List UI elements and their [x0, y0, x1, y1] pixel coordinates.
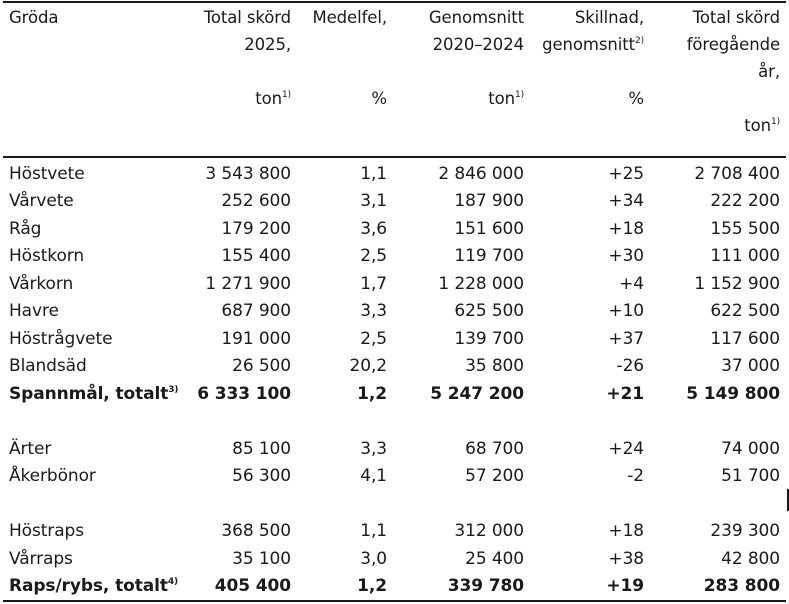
header-medelfel-line1: Medelfel,	[312, 8, 387, 27]
cell-crop	[9, 463, 96, 490]
unit-text: ton	[255, 89, 282, 108]
cell-previous-year: 117 600	[710, 329, 780, 349]
footnote-ref: 1)	[514, 90, 524, 100]
cell-crop	[9, 271, 73, 298]
header-difference	[542, 4, 644, 108]
cell-medelfel: 3,6	[360, 219, 387, 239]
footnote-ref: 3)	[168, 385, 179, 395]
cell-average: 5 247 200	[430, 384, 524, 404]
cell-previous-year: 74 000	[721, 439, 780, 459]
cell-total-2025: 26 500	[232, 356, 291, 376]
cell-total-2025: 3 543 800	[205, 164, 291, 184]
header-difference-unit	[628, 85, 644, 112]
cell-previous-year: 51 700	[721, 466, 780, 486]
cell-crop-text: Spannmål, totalt	[9, 384, 169, 404]
cell-total-2025: 191 000	[221, 329, 291, 349]
header-medelfel-unit	[371, 85, 387, 112]
cell-medelfel: 1,1	[360, 521, 387, 541]
table-top-rule	[3, 1, 786, 3]
cell-previous-year: 622 500	[710, 301, 780, 321]
cell-medelfel: 3,3	[360, 301, 387, 321]
cell-medelfel: 1,7	[360, 274, 387, 294]
table-total-row	[0, 573, 789, 600]
table-row	[0, 271, 789, 298]
cell-average: 1 228 000	[438, 274, 524, 294]
cell-difference: +34	[608, 191, 644, 211]
table-row	[0, 353, 789, 380]
table-row	[0, 216, 789, 243]
cell-average: 2 846 000	[438, 164, 524, 184]
table-bottom-rule	[3, 600, 786, 602]
cell-crop	[9, 326, 112, 353]
cell-crop-text: Höstraps	[9, 521, 84, 541]
header-average-unit	[488, 85, 524, 112]
cell-medelfel: 2,5	[360, 246, 387, 266]
cell-average: 151 600	[454, 219, 524, 239]
cell-previous-year: 239 300	[710, 521, 780, 541]
table-row	[0, 546, 789, 573]
cell-previous-year: 155 500	[710, 219, 780, 239]
cell-average: 35 800	[465, 356, 524, 376]
cell-crop	[9, 216, 41, 243]
header-previous-year-line1: Total skörd	[692, 8, 780, 27]
table-row	[0, 326, 789, 353]
header-previous-year	[686, 4, 780, 135]
header-previous-year-unit	[744, 112, 780, 139]
cell-crop	[9, 243, 84, 270]
table-row	[0, 188, 789, 215]
cell-total-2025: 85 100	[232, 439, 291, 459]
cell-crop-text: Råg	[9, 219, 42, 239]
cell-medelfel: 4,1	[360, 466, 387, 486]
cell-crop	[9, 298, 59, 325]
header-average-line1: Genomsnitt	[428, 8, 524, 27]
cell-difference: +24	[608, 439, 644, 459]
footnote-ref: 4)	[167, 577, 179, 587]
table-row	[0, 463, 789, 490]
cell-total-2025: 35 100	[232, 549, 291, 569]
cell-crop-text: Höstrågvete	[9, 329, 113, 349]
cell-crop	[9, 546, 73, 573]
header-average	[428, 4, 524, 108]
header-difference-line2-text: genomsnitt	[542, 35, 635, 54]
cell-crop	[9, 436, 51, 463]
cell-previous-year: 283 800	[703, 576, 780, 596]
footnote-ref: 1)	[770, 117, 780, 127]
cell-medelfel: 1,2	[357, 576, 387, 596]
table-row	[0, 436, 789, 463]
cell-crop-text: Höstkorn	[9, 246, 85, 266]
cell-total-2025: 1 271 900	[205, 274, 291, 294]
cell-medelfel: 1,1	[360, 164, 387, 184]
cell-difference: +38	[608, 549, 644, 569]
cell-medelfel: 3,0	[360, 549, 387, 569]
cell-difference: +37	[608, 329, 644, 349]
cell-crop-text: Havre	[9, 301, 59, 321]
cell-medelfel: 3,3	[360, 439, 387, 459]
cell-previous-year: 2 708 400	[694, 164, 780, 184]
cell-difference: +25	[608, 164, 644, 184]
cell-crop-text: Blandsäd	[9, 356, 87, 376]
cell-previous-year: 37 000	[721, 356, 780, 376]
cell-difference: -26	[616, 356, 644, 376]
table-row	[0, 298, 789, 325]
cell-crop	[9, 188, 74, 215]
table-total-row	[0, 381, 789, 408]
unit-text: %	[628, 89, 644, 108]
cell-average: 57 200	[465, 466, 524, 486]
cell-medelfel: 1,2	[357, 384, 387, 404]
cell-previous-year: 42 800	[721, 549, 780, 569]
header-previous-year-line2: föregående	[686, 35, 780, 54]
cell-average: 119 700	[454, 246, 524, 266]
cell-crop-text: Vårkorn	[9, 274, 74, 294]
cell-total-2025: 56 300	[232, 466, 291, 486]
unit-text: ton	[744, 116, 771, 135]
cell-difference: +10	[608, 301, 644, 321]
cell-total-2025: 179 200	[221, 219, 291, 239]
cell-total-2025: 405 400	[214, 576, 291, 596]
table-row	[0, 518, 789, 545]
header-total-2025-line1: Total skörd	[203, 8, 291, 27]
cell-medelfel: 20,2	[349, 356, 387, 376]
cell-crop-text: Åkerbönor	[9, 466, 96, 486]
cell-average: 25 400	[465, 549, 524, 569]
cell-total-2025: 687 900	[221, 301, 291, 321]
cell-total-2025: 155 400	[221, 246, 291, 266]
header-difference-line2	[542, 31, 644, 58]
cell-crop-text: Raps/rybs, totalt	[9, 576, 168, 596]
cell-average: 68 700	[465, 439, 524, 459]
cell-crop	[9, 381, 178, 408]
header-medelfel	[312, 4, 388, 108]
cell-average: 339 780	[447, 576, 524, 596]
cell-difference: +18	[608, 219, 644, 239]
cell-previous-year: 222 200	[710, 191, 780, 211]
cell-total-2025: 6 333 100	[197, 384, 291, 404]
cell-crop	[9, 518, 84, 545]
header-difference-line1: Skillnad,	[574, 8, 644, 27]
cell-previous-year: 1 152 900	[694, 274, 780, 294]
header-crop	[9, 4, 58, 31]
header-previous-year-line3: år,	[758, 62, 780, 81]
cell-previous-year: 111 000	[710, 246, 780, 266]
cell-crop	[9, 161, 85, 188]
unit-text: ton	[488, 89, 515, 108]
cell-crop	[9, 573, 178, 600]
cell-total-2025: 252 600	[221, 191, 291, 211]
table-row	[0, 161, 789, 188]
cell-medelfel: 3,1	[360, 191, 387, 211]
header-total-2025-unit	[255, 85, 291, 112]
cell-difference: -2	[627, 466, 644, 486]
cell-average: 187 900	[454, 191, 524, 211]
cell-average: 312 000	[454, 521, 524, 541]
footnote-ref: 1)	[281, 90, 291, 100]
cell-crop-text: Vårvete	[9, 191, 74, 211]
cell-previous-year: 5 149 800	[686, 384, 780, 404]
cell-difference: +18	[608, 521, 644, 541]
cell-average: 625 500	[454, 301, 524, 321]
cell-average: 139 700	[454, 329, 524, 349]
cell-difference: +21	[606, 384, 644, 404]
cell-difference: +4	[619, 274, 644, 294]
cell-difference: +30	[608, 246, 644, 266]
cell-total-2025: 368 500	[221, 521, 291, 541]
table-row	[0, 243, 789, 270]
header-crop-label: Gröda	[9, 8, 59, 27]
cell-crop	[9, 353, 87, 380]
header-total-2025-line2: 2025,	[244, 35, 291, 54]
footnote-ref: 2)	[634, 36, 644, 46]
header-bottom-rule	[3, 156, 786, 158]
cell-crop-text: Ärter	[9, 439, 52, 459]
unit-text: %	[371, 89, 387, 108]
header-average-line2: 2020–2024	[432, 35, 524, 54]
header-total-2025	[203, 4, 291, 108]
cell-crop-text: Vårraps	[9, 549, 73, 569]
cell-difference: +19	[606, 576, 644, 596]
cell-medelfel: 2,5	[360, 329, 387, 349]
cell-crop-text: Höstvete	[9, 164, 85, 184]
